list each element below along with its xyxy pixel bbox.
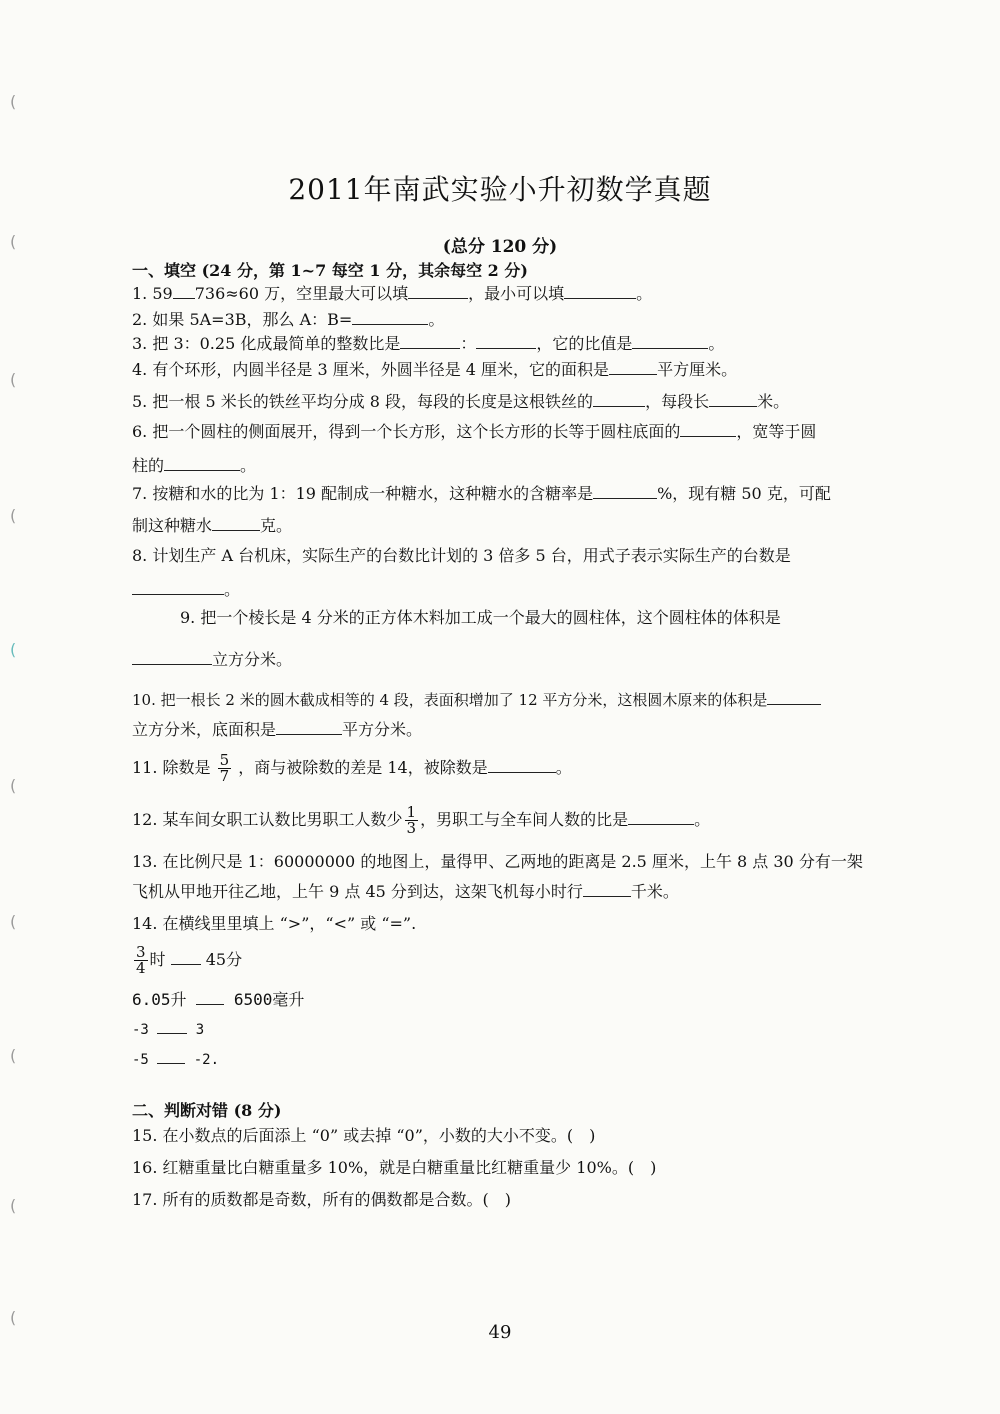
question-11 — [132, 752, 874, 784]
question-2-text: 2. 如果 5A=3B，那么 A：B= — [132, 310, 353, 329]
question-7-text: 7. 按糖和水的比为 1：19 配制成一种糖水，这种糖水的含糖率是 — [132, 484, 594, 503]
question-7-text: 制这种糖水 — [132, 516, 213, 535]
question-11-text: 。 — [555, 758, 572, 777]
answer-blank[interactable] — [196, 986, 224, 1005]
answer-blank[interactable] — [408, 280, 468, 299]
answer-blank[interactable] — [212, 512, 260, 531]
binding-mark: ( — [10, 776, 17, 795]
binding-mark: ( — [10, 1308, 17, 1327]
answer-blank[interactable] — [157, 1015, 187, 1034]
question-6 — [132, 416, 874, 448]
answer-blank[interactable] — [352, 306, 428, 325]
compare-right: -2. — [193, 1052, 220, 1068]
binding-mark: ( — [10, 912, 17, 931]
question-13-continued — [132, 876, 874, 908]
question-14 — [132, 908, 874, 940]
answer-blank[interactable] — [157, 1045, 185, 1064]
question-16: 16. 红糖重量比白糖重量多 10%，就是白糖重量比红糖重量少 10%。( ) — [132, 1158, 657, 1177]
question-7-continued — [132, 510, 874, 542]
question-10 — [132, 684, 874, 716]
answer-blank[interactable] — [593, 480, 657, 499]
binding-mark: ( — [10, 232, 17, 251]
question-5 — [132, 386, 874, 418]
compare-left: -3 — [132, 1022, 149, 1038]
question-1-text: ，最小可以填 — [468, 284, 565, 303]
question-5-text: ，每段长 — [645, 392, 710, 411]
question-11-text: 11. 除数是 — [132, 758, 211, 777]
question-1-text: 1. 59 — [132, 284, 173, 303]
question-6-text: 6. 把一个圆柱的侧面展开，得到一个长方形，这个长方形的长等于圆柱底面的 — [132, 422, 681, 441]
compare-row-4 — [132, 1044, 874, 1076]
answer-blank[interactable] — [276, 716, 342, 735]
answer-blank[interactable] — [488, 754, 556, 773]
compare-right: 6500毫升 — [233, 990, 305, 1009]
compare-right: 3 — [195, 1022, 205, 1038]
compare-left: 时 — [149, 950, 166, 969]
answer-blank[interactable] — [632, 330, 708, 349]
document-subtitle: (总分 120 分) — [442, 237, 558, 257]
answer-blank[interactable] — [628, 806, 694, 825]
section-true-false-heading: 二、判断对错 (8 分) — [132, 1101, 282, 1120]
question-10-text: 立方分米，底面积是 — [132, 720, 277, 739]
compare-row-1 — [132, 944, 874, 976]
fraction — [218, 753, 232, 784]
compare-row-2 — [132, 984, 874, 1016]
answer-blank[interactable] — [132, 576, 224, 595]
answer-blank[interactable] — [609, 356, 657, 375]
binding-mark: ( — [10, 370, 17, 389]
binding-mark: ( — [10, 1046, 17, 1065]
document-title: 2011年南武实验小升初数学真题 — [288, 173, 712, 206]
question-3-text: 。 — [708, 334, 725, 353]
answer-blank[interactable] — [583, 878, 631, 897]
answer-blank[interactable] — [173, 280, 195, 299]
question-6-text: ，宽等于圆 — [736, 422, 817, 441]
answer-blank[interactable] — [593, 388, 645, 407]
question-4-text: 平方厘米。 — [657, 360, 738, 379]
question-15: 15. 在小数点的后面添上 “0” 或去掉 “0”，小数的大小不变。( ) — [132, 1126, 596, 1145]
question-5-text: 5. 把一根 5 米长的铁丝平均分成 8 段，每段的长度是这根铁丝的 — [132, 392, 594, 411]
question-12-text: 。 — [694, 810, 711, 829]
question-4-text: 4. 有个环形，内圆半径是 3 厘米，外圆半径是 4 厘米，它的面积是 — [132, 360, 610, 379]
question-12 — [132, 804, 874, 836]
binding-mark: ( — [10, 506, 17, 525]
question-6-text: 。 — [240, 456, 257, 475]
answer-blank[interactable] — [132, 646, 212, 665]
binding-mark: ( — [10, 92, 17, 111]
question-7 — [132, 478, 874, 510]
question-13-text: 13. 在比例尺是 1：60000000 的地图上，量得甲、乙两地的距离是 2.5 厘米，上午 8 点 30 分有一架 — [132, 852, 863, 871]
question-4 — [132, 354, 874, 386]
answer-blank[interactable] — [564, 280, 636, 299]
answer-blank[interactable] — [400, 330, 460, 349]
compare-left: 6.05升 — [132, 990, 187, 1009]
fraction-denominator: 3 — [406, 819, 417, 837]
question-9 — [180, 602, 880, 634]
question-2-text: 。 — [428, 310, 445, 329]
answer-blank[interactable] — [164, 452, 240, 471]
question-12-text: ，男职工与全车间人数的比是 — [420, 810, 629, 829]
binding-mark: ( — [10, 640, 17, 659]
compare-right: 45分 — [205, 950, 243, 969]
question-9-text: 立方分米。 — [212, 650, 293, 669]
question-1-text: 736≈60 万，空里最大可以填 — [194, 284, 409, 303]
question-10-text: 10. 把一根长 2 米的圆木截成相等的 4 段，表面积增加了 12 平方分米，这根圆木原来的体积是 — [132, 691, 768, 709]
page-number: 49 — [488, 1322, 512, 1343]
answer-blank[interactable] — [476, 330, 536, 349]
question-14-text: 14. 在横线里里填上 “>”，“<” 或 “=”. — [132, 914, 417, 933]
fraction-numerator: 3 — [136, 943, 146, 961]
answer-blank[interactable] — [767, 686, 821, 705]
question-8 — [132, 540, 874, 572]
answer-blank[interactable] — [171, 946, 201, 965]
question-9-continued — [132, 644, 874, 676]
question-11-text: ，商与被除数的差是 14，被除数是 — [238, 758, 488, 777]
question-8-text: 8. 计划生产 A 台机床，实际生产的台数比计划的 3 倍多 5 台，用式子表示实际生产的台数是 — [132, 546, 791, 565]
fraction-denominator: 7 — [219, 767, 230, 785]
question-8-text: 。 — [224, 580, 241, 599]
question-9-text: 9. 把一个棱长是 4 分米的正方体木料加工成一个最大的圆柱体，这个圆柱体的体积是 — [180, 608, 781, 627]
fraction-numerator: 1 — [406, 803, 417, 821]
question-7-text: 克。 — [260, 516, 293, 535]
question-10-continued — [132, 714, 874, 746]
question-3-text: ，它的比值是 — [536, 334, 633, 353]
answer-blank[interactable] — [709, 388, 757, 407]
section-fill-in-heading: 一、填空 (24 分，第 1~7 每空 1 分，其余每空 2 分) — [132, 261, 528, 280]
question-10-text: 平方分米。 — [342, 720, 423, 739]
question-12-text: 12. 某车间女职工认数比男职工人数少 — [132, 810, 403, 829]
question-3-text: 3. 把 3：0.25 化成最简单的整数比是 — [132, 334, 401, 353]
question-1-text: 。 — [636, 284, 653, 303]
fraction-denominator: 4 — [136, 959, 146, 977]
question-7-text: %，现有糖 50 克，可配 — [657, 484, 831, 503]
fraction — [134, 945, 148, 976]
question-13-text: 千米。 — [630, 882, 679, 901]
question-13-text: 飞机从甲地开往乙地，上午 9 点 45 分到达，这架飞机每小时行 — [132, 882, 583, 901]
fraction — [405, 805, 419, 836]
compare-row-3 — [132, 1014, 874, 1046]
question-5-text: 米。 — [757, 392, 790, 411]
binding-mark: ( — [10, 1196, 17, 1215]
question-3-text: ： — [460, 334, 477, 353]
question-17: 17. 所有的质数都是奇数，所有的偶数都是合数。( ) — [132, 1190, 512, 1209]
fraction-numerator: 5 — [219, 751, 230, 769]
question-13 — [132, 846, 874, 878]
compare-left: -5 — [132, 1052, 149, 1068]
question-6-text: 柱的 — [132, 456, 165, 475]
answer-blank[interactable] — [680, 418, 736, 437]
